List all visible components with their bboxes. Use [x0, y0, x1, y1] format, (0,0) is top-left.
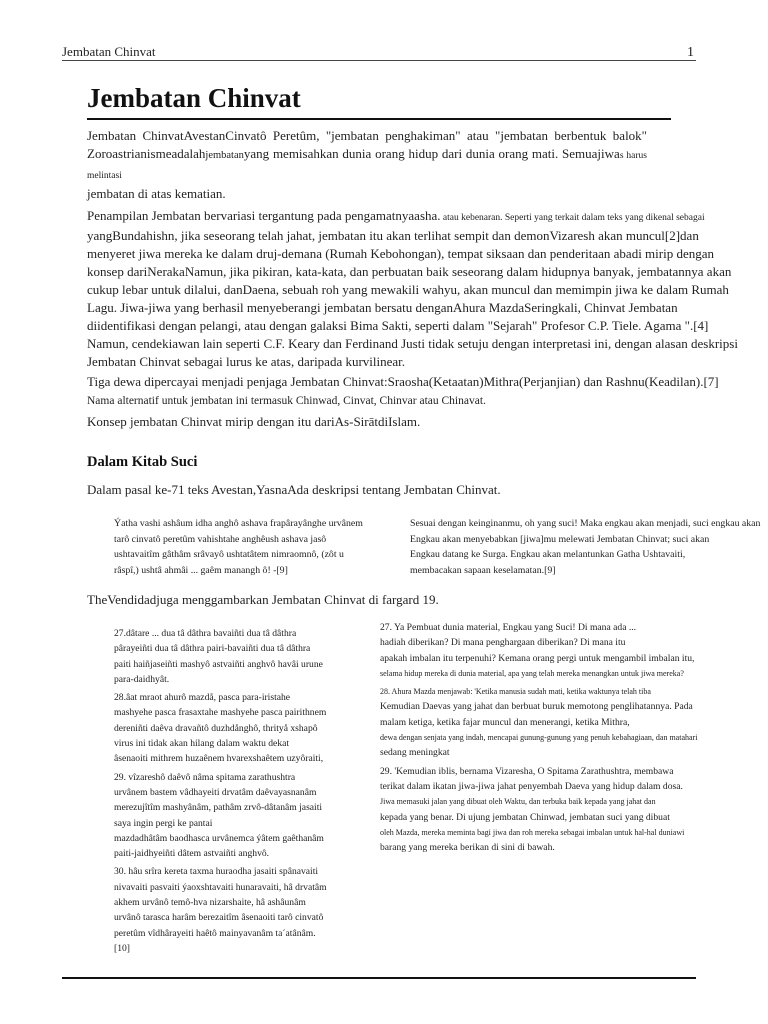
translation-line: Kemudian Daevas yang jahat dan berbuat buruk memotong penglihatannya. Pada: [380, 701, 693, 713]
verse-line: para-daidhyât.: [114, 673, 170, 685]
translation-line: sedang meningkat: [380, 747, 450, 759]
translation-line: hadiah diberikan? Di mana penghargaan diberikan? Di mana itu: [380, 637, 626, 649]
intro-text-b: jembatan: [205, 150, 244, 161]
intro-text-a: Jembatan ChinvatAvestanCinvatô Peretûm, "jembatan penghakiman" atau "jembatan berbentuk balok" Zoroastrianismeadalah: [87, 128, 647, 161]
translation-line: 27. Ya Pembuat dunia material, Engkau yang Suci! Di mana ada ...: [380, 622, 637, 633]
section-intro: Dalam pasal ke-71 teks Avestan,YasnaAda deskripsi tentang Jembatan Chinvat.: [87, 482, 501, 497]
verse-line: urvânô tarasca harâm berezaitîm âsenaoiti tarô cinvatô: [114, 912, 324, 924]
verse-line: peretûm vîdhârayeiti haêtô mainyavanâm ta´atânâm.: [114, 927, 316, 939]
verse-line: 28.âat mraot ahurô mazdå, pasca para-iristahe: [114, 692, 291, 704]
translation-line: Engkau akan menyebabkan [jiwa]mu melewati Jembatan Chinvat; suci akan: [410, 533, 710, 545]
translation-line: Jiwa memasuki jalan yang dibuat oleh Waktu, dan terbuka baik kepada yang jahat dan: [380, 797, 656, 807]
intro-paragraph: [87, 127, 647, 203]
translation-line: Sesuai dengan keinginanmu, oh yang suci! Maka engkau akan menjadi, suci engkau akan: [410, 518, 761, 529]
article-body: [87, 82, 747, 499]
verse-line: dereniñti daêva dravañtô duzhdånghô, thrityå xshapô: [114, 722, 318, 734]
verse-line: râspî,) ushtâ ahmâi ... gaêm manangh ô! -[9]: [114, 564, 288, 576]
translation-line: dewa dengan senjata yang indah, mencapai gunung-gunung yang penuh kebahagiaan, dan matahari: [380, 733, 698, 743]
yasna-translation: [410, 516, 766, 578]
yasna-avestan-verse: [114, 516, 404, 578]
verse-line: tarô cinvatô peretûm vahishtahe anghêush ashava jasô: [114, 533, 327, 545]
translation-line: 29. 'Kemudian iblis, bernama Vizaresha, O Spitama Zarathushtra, membawa: [380, 765, 674, 777]
vendidad-intro: TheVendidadjuga menggambarkan Jembatan Chinvat di fargard 19.: [87, 592, 439, 607]
translation-line: oleh Mazda, mereka meminta bagi jiwa dan roh mereka sebagai imbalan untuk hal-hal duniawi: [380, 827, 685, 837]
verse-line: âsenaoiti mithrem huzaênem hvarexshaêtem uzyôraiti,: [114, 753, 324, 765]
running-header: [62, 44, 696, 61]
translation-line: barang yang mereka berikan di sini di bawah.: [380, 842, 555, 854]
translation-line: kepada yang benar. Di ujung jembatan Chinwad, jembatan suci yang dibuat: [380, 811, 670, 823]
verse-line: ushtavaitîm gâthâm srâvayô ushtatâtem nimraomnô, (zôt u: [114, 549, 344, 560]
appearance-text-a: Penampilan Jembatan bervariasi tergantung pada pengamatnyaasha.: [87, 208, 441, 223]
sirat-paragraph: Konsep jembatan Chinvat mirip dengan itu dariAs-SirātdiIslam.: [87, 414, 421, 429]
translation-line: membacakan sapaan keselamatan.[9]: [410, 564, 556, 576]
verse-line: 30. hâu srîra kereta taxma huraodha jasaiti spânavaiti: [114, 866, 319, 878]
verse-line: 29. vîzareshô daêvô nâma spitama zarathushtra: [114, 771, 296, 783]
page-number: 1: [687, 45, 694, 60]
verse-line: pârayeiñti dua tâ dâthra pairi-bavaiñti dua tâ dâthra: [114, 643, 311, 655]
translation-line: Engkau datang ke Surga. Engkau akan melantunkan Gatha Ushtavaiti,: [410, 549, 686, 560]
alt-names-paragraph: Nama alternatif untuk jembatan ini termasuk Chinwad, Cinvat, Chinvar atau Chinavat.: [87, 395, 486, 407]
guardians-paragraph: Tiga dewa dipercayai menjadi penjaga Jembatan Chinvat:Sraosha(Ketaatan)Mithra(Perjanjian) dan Rashnu(Keadilan).[7]: [87, 374, 719, 389]
footer-rule: [62, 977, 696, 979]
intro-text-d: s harus melintasi: [87, 151, 647, 181]
verse-line: [10]: [114, 942, 130, 954]
translation-line: terikat dalam ikatan jiwa-jiwa jahat penyembah Daeva yang hidup dalam dosa.: [380, 780, 683, 792]
intro-text-c: yang memisahkan dunia orang hidup dari dunia orang mati. Semuajiwa: [243, 146, 620, 161]
verse-line: mazdadhâtâm baodhasca urvânemca ýâtem gaêthanâm: [114, 832, 324, 844]
appearance-text-c: yangBundahishn, jika seseorang telah jahat, jembatan itu akan terlihat sempit dan demonVizaresh akan muncul[2]dan menyeret jiwa mereka ke dalam druj-demana (Rumah Kebohongan), tempat siksaan dan penderitaan abadi mirip dengan konsep dariNerakaNamun, jika pikiran, kata-kata, dan perbuatan baik seseorang dalam hidupnya banyak, jembatannya akan cukup lebar untuk dilalui, danDaena, sebuah roh yang mewakili wahyu, akan muncul dan memimpin jiwa ke dalam Rumah Lagu. Jiwa-jiwa yang berhasil menyeberangi jembatan bersatu denganAhura MazdaSeringkali, Chinvat Jembatan diidentifikasi dengan pelangi, atau dengan galaksi Bima Sakti, seperti dalam "Sejarah" Profesor C.P. Tiele. Agama ".[4] Namun, cendekiawan lain seperti C.F. Keary dan Ferdinand Justi tidak setuju dengan interpretasi ini, dengan alasan deskripsi Jembatan Chinvat sebagai lurus ke atas, daripada kurvilinear.: [87, 228, 738, 369]
verse-line: mashyehe pasca frasaxtahe mashyehe pasca pairithnem: [114, 707, 327, 719]
verse-line: paiti haiñjaseiñti mashyô astvaiñti anghvô havâi urune: [114, 658, 323, 670]
translation-line: selama hidup mereka di dunia material, apa yang telah mereka menangkan untuk jiwa mereka?: [380, 668, 684, 678]
translation-line: 28. Ahura Mazda menjawab: 'Ketika manusia sudah mati, ketika waktunya telah tiba: [380, 687, 651, 697]
verse-line: virus ini tidak akan hilang dalam waktu dekat: [114, 738, 290, 750]
verse-line: 27.dâtare ... dua tâ dâthra bavaiñti dua tâ dâthra: [114, 628, 297, 639]
appearance-paragraph: [87, 207, 747, 371]
verse-line: akhem urvânô temô-hva nizarshaite, hâ ashâunâm: [114, 897, 306, 909]
appearance-text-b: atau kebenaran. Seperti yang terkait dalam teks yang dikenal sebagai: [440, 213, 705, 223]
title-divider: [87, 118, 671, 120]
verse-line: merezujîtîm mashyânâm, pathâm zrvô-dâtanâm jasaiti: [114, 802, 323, 814]
vendidad-translation: [380, 620, 720, 855]
vendidad-avestan-verse: [114, 626, 376, 956]
verse-line: Ýatha vashi ashâum idha anghô ashava frapârayânghe urvânem: [114, 518, 363, 529]
page-title: Jembatan Chinvat: [87, 83, 301, 113]
header-title: Jembatan Chinvat: [62, 44, 156, 59]
verse-line: nivavaiti pasvaiti ýaoxshtavaiti hunaravaiti, hâ drvatâm: [114, 881, 327, 893]
translation-line: apakah imbalan itu terpenuhi? Kemana orang pergi untuk mengambil imbalan itu,: [380, 652, 695, 664]
section-heading: Dalam Kitab Suci: [87, 454, 198, 470]
verse-line: urvânem bastem vâdhayeiti drvatâm daêvayasnanâm: [114, 786, 317, 798]
verse-line: saya ingin pergi ke pantai: [114, 817, 213, 829]
intro-text-e: jembatan di atas kematian.: [87, 186, 226, 201]
verse-line: paiti-jaidhyeiñti dâtem astvaiñti anghvô.: [114, 848, 270, 860]
translation-line: malam ketiga, ketika fajar muncul dan menerangi, ketika Mithra,: [380, 716, 630, 728]
